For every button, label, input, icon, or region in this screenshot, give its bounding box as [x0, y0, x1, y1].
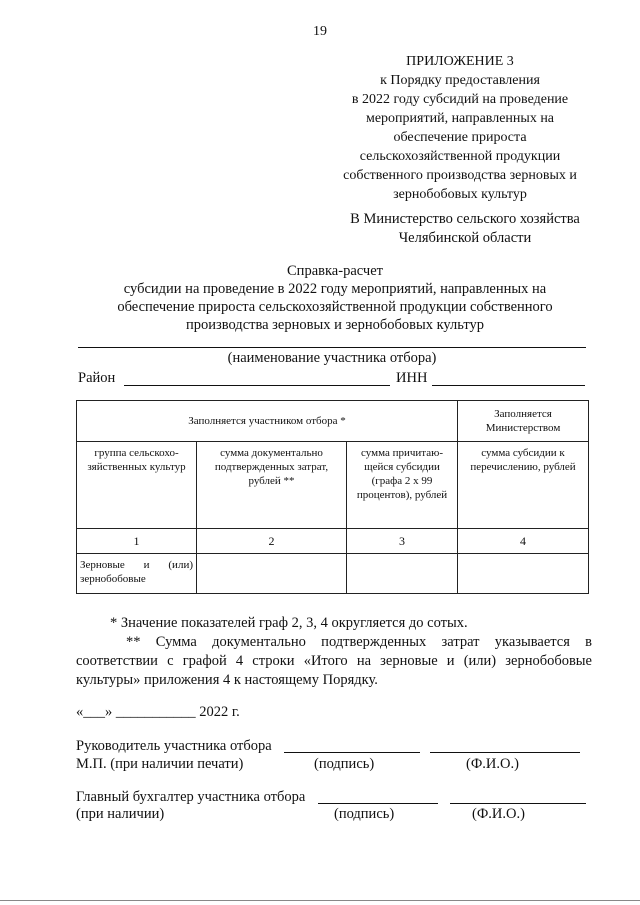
table-row [77, 554, 589, 594]
participant-name-caption: (наименование участника отбора) [227, 350, 437, 366]
title-heading: Справка-расчет [287, 263, 383, 279]
footnotes [76, 614, 592, 690]
page-number: 19 [313, 24, 327, 39]
head-name-caption: (Ф.И.О.) [466, 756, 519, 772]
addressee-line: Челябинской области [398, 230, 532, 246]
rayon-label: Район [78, 370, 116, 386]
head-signature-caption: (подпись) [314, 756, 375, 772]
accountant-name-caption: (Ф.И.О.) [472, 806, 525, 822]
table-column-number-row [77, 529, 589, 554]
appendix-line: в 2022 году субсидий на проведение [351, 92, 569, 107]
title-line: производства зерновых и зернобобовых культур [185, 317, 484, 333]
calculation-table [76, 400, 589, 594]
cell-subsidy-transfer[interactable] [458, 554, 589, 594]
appendix-line: мероприятий, направленных на [365, 111, 555, 126]
column-number: 1 [77, 529, 197, 554]
column-number: 3 [347, 529, 458, 554]
inn-field[interactable] [432, 385, 585, 386]
footnote-2: ** Сумма документально подтвержденных затрат указывается в соответствии с графой 4 строки «Итого на зерновые и (или) зернобобовые культуры» приложения 4 к настоящему Порядку. [76, 634, 592, 688]
group-participant-header: Заполняется участником отбора * [77, 401, 458, 442]
appendix-line: сельскохозяйственной продукции [359, 149, 561, 164]
accountant-name-field[interactable] [450, 803, 586, 804]
accountant-label: Главный бухгалтер участника отбора [76, 789, 306, 805]
rayon-field[interactable] [124, 385, 390, 386]
head-label: Руководитель участника отбора [76, 738, 272, 754]
table-column-header-row [77, 442, 589, 529]
appendix-line: собственного производства зерновых и [343, 168, 577, 183]
date-line[interactable]: «___» ___________ 2022 г. [76, 704, 240, 720]
table-group-header-row [77, 401, 589, 442]
title-line: обеспечение прироста сельскохозяйственной продукции собственного [117, 299, 553, 315]
column-number: 2 [197, 529, 347, 554]
appendix-line: к Порядку предоставления [380, 73, 540, 88]
inn-label: ИНН [396, 370, 428, 386]
addressee-block [310, 210, 620, 248]
page-bottom-rule [0, 900, 640, 901]
group-ministry-header: Заполняется Министерством [458, 401, 589, 442]
title-line: субсидии на проведение в 2022 году мероприятий, направленных на [123, 281, 547, 297]
column-header: сумма причитаю-щейся субсидии (графа 2 х 99 процентов), рублей [347, 442, 458, 529]
accountant-signature-field[interactable] [318, 803, 438, 804]
column-number: 4 [458, 529, 589, 554]
appendix-block [300, 52, 620, 204]
accountant-signature-caption: (подпись) [334, 806, 395, 822]
cell-expenses[interactable] [197, 554, 347, 594]
column-header: группа сельскохо-зяйственных культур [77, 442, 197, 529]
addressee-line: В Министерство сельского хозяйства [350, 211, 580, 227]
appendix-line: обеспечение прироста [393, 130, 527, 145]
appendix-line: зернобобовых культур [393, 187, 527, 202]
appendix-title: ПРИЛОЖЕНИЕ 3 [406, 54, 514, 69]
document-title [70, 262, 600, 334]
accountant-sub-label: (при наличии) [76, 806, 165, 822]
head-name-field[interactable] [430, 752, 580, 753]
stamp-label: М.П. (при наличии печати) [76, 756, 244, 772]
column-header: сумма документально подтвержденных затрат, рублей ** [197, 442, 347, 529]
column-header: сумма субсидии к перечислению, рублей [458, 442, 589, 529]
cell-subsidy-due[interactable] [347, 554, 458, 594]
head-signature-field[interactable] [284, 752, 420, 753]
footnote-1: * Значение показателей граф 2, 3, 4 округляется до сотых. [110, 615, 468, 631]
row-label: Зерновые и (или) зернобобовые [77, 554, 197, 594]
participant-name-line[interactable] [78, 347, 586, 348]
